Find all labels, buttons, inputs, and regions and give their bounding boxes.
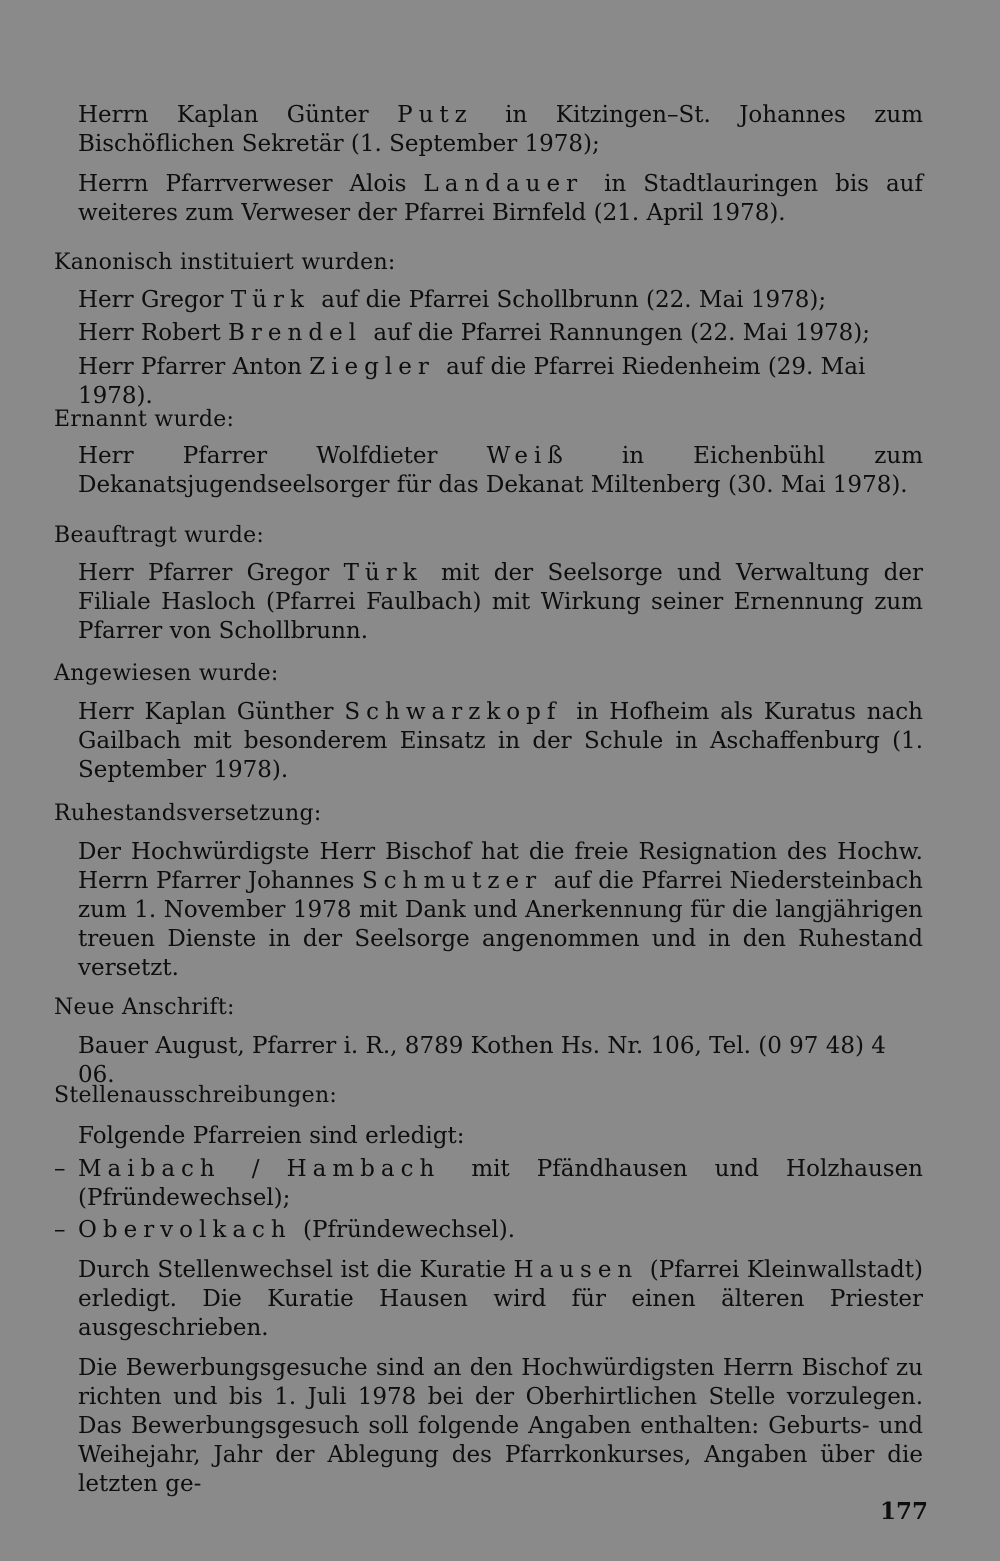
text: auf die Pfarrei Rannungen (22. Mai 1978); — [366, 320, 870, 346]
text: Herr Kaplan Günther — [78, 699, 345, 725]
list-dash: – — [54, 1217, 66, 1243]
section-heading-stellen: Stellenausschreibungen: — [54, 1083, 338, 1108]
spaced-name: Hambach — [286, 1156, 441, 1182]
paragraph-address: Bauer August, Pfarrer i. R., 8789 Kothen Hs. Nr. 106, Tel. (0 97 48) 4 06. — [78, 1033, 886, 1088]
spaced-name: Hausen — [513, 1257, 639, 1283]
section-heading-kanonisch: Kanonisch instituiert wurden: — [54, 250, 396, 275]
paragraph-weiss — [78, 442, 923, 500]
text: Herr Pfarrer Anton — [78, 354, 310, 380]
spaced-name: Brendel — [228, 320, 363, 346]
spaced-name: Weiß — [486, 443, 569, 469]
text: (Pfründewechsel). — [295, 1217, 516, 1243]
text: Herr Pfarrer Wolfdieter — [78, 443, 487, 469]
paragraph-schmutzer — [78, 838, 923, 983]
spaced-name: Maibach — [78, 1156, 221, 1182]
list-dash: – — [54, 1156, 66, 1182]
text: Herr Gregor — [78, 287, 231, 313]
paragraph-hausen — [78, 1256, 923, 1343]
text: mit der Seelsorge und Verwaltung der Filiale Hasloch (Pfarrei Faulbach) mit Wirkung seiner Ernennung zum Pfarrer von Schollbrunn. — [78, 560, 923, 644]
paragraph-schwarzkopf — [78, 698, 923, 785]
spaced-name: Türk — [343, 560, 423, 586]
text: in Hofheim als Kuratus nach Gailbach mit besonderem Einsatz in der Schule in Aschaffenburg (1. September 1978). — [78, 699, 923, 783]
text: auf die Pfarrei Schollbrunn (22. Mai 1978); — [313, 287, 827, 313]
text: (Pfarrei Kleinwallstadt) erledigt. Die Kuratie Hausen wird für einen älteren Priester ausgeschrieben. — [78, 1257, 923, 1341]
text: in Eichenbühl zum Dekanatsjugendseelsorger für das Dekanat Miltenberg (30. Mai 1978). — [78, 443, 923, 498]
text: Herr Robert — [78, 320, 229, 346]
section-heading-ernannt: Ernannt wurde: — [54, 407, 235, 432]
paragraph-ziegler — [78, 353, 923, 411]
spaced-name: Landauer — [423, 171, 584, 197]
spaced-name: Obervolkach — [78, 1217, 292, 1243]
text: in Stadtlauringen bis auf weiteres zum Verweser der Pfarrei Birnfeld (21. April 1978). — [78, 171, 924, 226]
spaced-name: Schwarzkopf — [344, 699, 562, 725]
paragraph-tuerk-1 — [78, 286, 923, 315]
paragraph-landauer — [78, 170, 923, 228]
section-heading-anschrift: Neue Anschrift: — [54, 995, 235, 1020]
paragraph-bewerbung: Die Bewerbungsgesuche sind an den Hochwürdigsten Herrn Bischof zu richten und bis 1. Juli 1978 bei der Oberhirtlichen Stelle vorzulegen. Das Bewerbungsgesuch soll folgende Angaben enthalten: Geburts- und Weihejahr, Jahr der Ablegung des Pfarrkonkurses, Angaben über die letzten ge- — [78, 1355, 923, 1497]
spaced-name: Schmutzer — [362, 868, 543, 894]
text: auf die Pfarrei Riedenheim (29. Mai 1978). — [78, 354, 866, 409]
text: Der Hochwürdigste Herr Bischof hat die freie Resignation des Hochw. Herrn Pfarrer Johannes — [78, 839, 923, 894]
text: Herrn Kaplan Günter — [78, 102, 398, 128]
paragraph-intro: Folgende Pfarreien sind erledigt: — [78, 1123, 465, 1149]
section-heading-ruhestand: Ruhestandsversetzung: — [54, 801, 322, 826]
paragraph-brendel — [78, 319, 923, 348]
text: Herrn Pfarrverweser Alois — [78, 171, 424, 197]
text: / — [224, 1156, 287, 1182]
text: mit Pfändhausen und Holzhausen (Pfründewechsel); — [78, 1156, 923, 1211]
list-item-obervolkach — [78, 1216, 923, 1245]
text: Durch Stellenwechsel ist die Kuratie — [78, 1257, 514, 1283]
text: Herr Pfarrer Gregor — [78, 560, 344, 586]
spaced-name: Putz — [397, 102, 473, 128]
section-heading-angewiesen: Angewiesen wurde: — [54, 661, 279, 686]
paragraph-putz — [78, 101, 923, 159]
section-heading-beauftragt: Beauftragt wurde: — [54, 523, 265, 548]
spaced-name: Türk — [230, 287, 310, 313]
spaced-name: Ziegler — [309, 354, 435, 380]
paragraph-tuerk-2 — [78, 559, 923, 646]
list-item-maibach — [78, 1155, 923, 1213]
text: in Kitzingen–St. Johannes zum Bischöflichen Sekretär (1. September 1978); — [78, 102, 923, 157]
page-number: 177 — [880, 1498, 929, 1525]
text: auf die Pfarrei Niedersteinbach zum 1. November 1978 mit Dank und Anerkennung für die langjährigen treuen Dienste in der Seelsorge angenommen und in den Ruhestand versetzt. — [78, 868, 923, 981]
